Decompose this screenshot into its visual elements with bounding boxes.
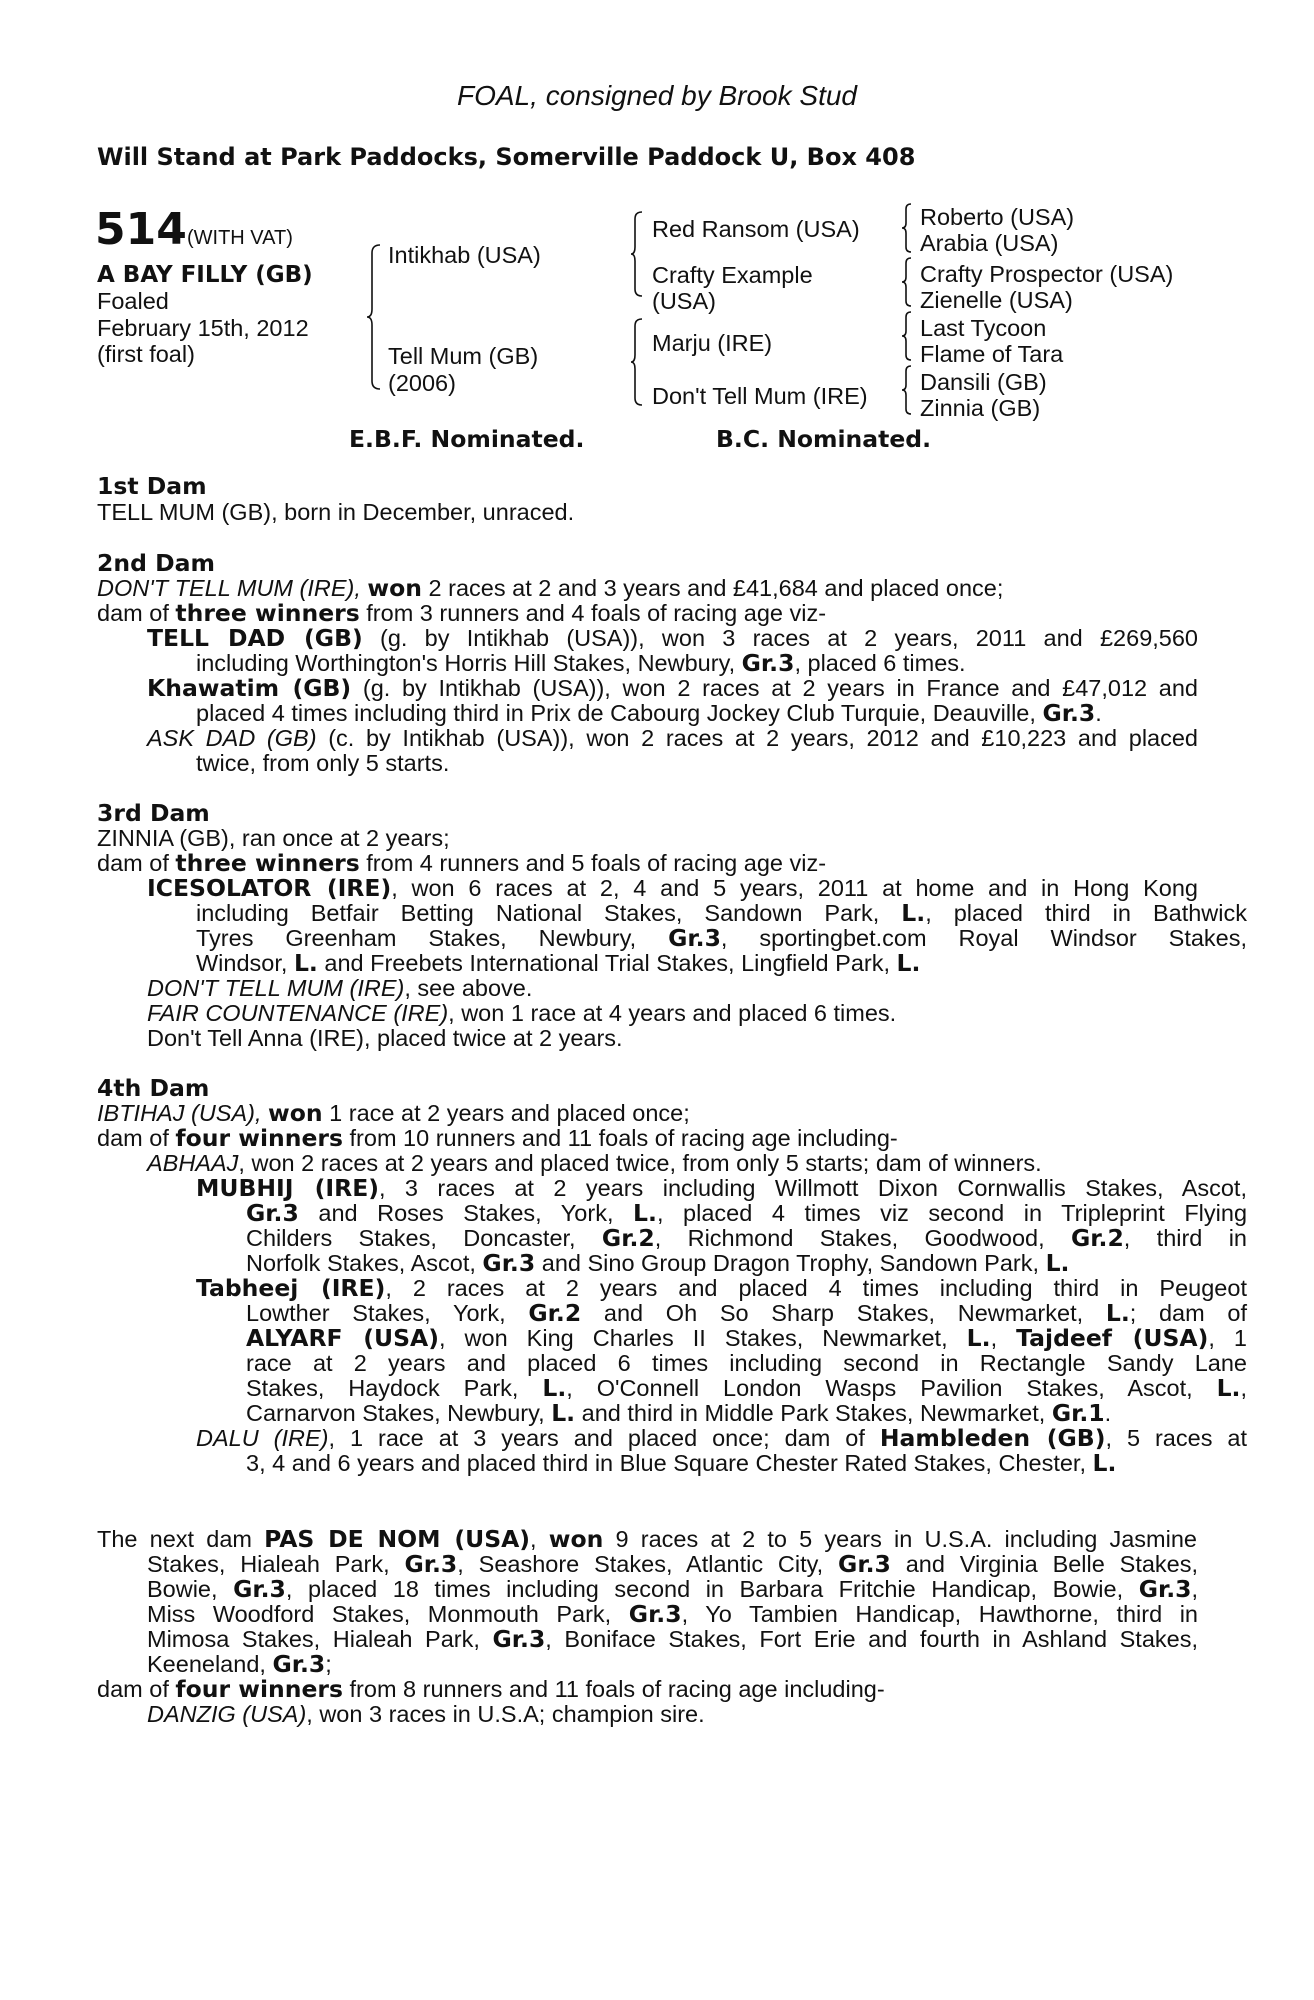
pedigree-brace-g3 (901, 311, 913, 361)
fourth-dam-line-2: dam of four winners from 10 runners and 11 foals of racing age including- (97, 1124, 898, 1152)
pedigree-g2: Arabia (USA) (920, 230, 1059, 256)
fourth-dam-line-8: Tabheej (IRE), 2 races at 2 years and placed 4 times including third in Peugeot (196, 1274, 1247, 1302)
vat-note: (WITH VAT) (187, 227, 293, 249)
fourth-dam-line-1: IBTIHAJ (USA), won 1 race at 2 years and placed once; (97, 1099, 690, 1127)
pedigree-brace-dam (630, 318, 644, 406)
next-dam-line-5: Mimosa Stakes, Hialeah Park, Gr.3, Boniface Stakes, Fort Erie and fourth in Ashland Stakes, (147, 1625, 1198, 1653)
pedigree-brace-g2 (901, 257, 913, 307)
pedigree-dam-year: (2006) (388, 370, 456, 396)
next-dam-line-4: Miss Woodford Stakes, Monmouth Park, Gr.3, Yo Tambien Handicap, Hawthorne, third in (147, 1600, 1199, 1628)
sale-location: Will Stand at Park Paddocks, Somerville Paddock U, Box 408 (97, 143, 916, 171)
first-dam-text: TELL MUM (GB), born in December, unraced. (97, 499, 575, 525)
second-dam-line-8: twice, from only 5 starts. (196, 750, 450, 776)
fourth-dam-line-10: ALYARF (USA), won King Charles II Stakes, Newmarket, L., Tajdeef (USA), 1 (246, 1324, 1247, 1352)
pedigree-g8: Zinnia (GB) (920, 395, 1041, 421)
pedigree-g5: Last Tycoon (920, 315, 1047, 341)
fourth-dam-line-11: race at 2 years and placed 6 times including second in Rectangle Sandy Lane (246, 1350, 1247, 1376)
fourth-dam-line-3: ABHAAJ, won 2 races at 2 years and placed twice, from only 5 starts; dam of winners. (147, 1150, 1042, 1176)
next-dam-line-2: Stakes, Hialeah Park, Gr.3, Seashore Stakes, Atlantic City, Gr.3 and Virginia Belle Stakes, (147, 1550, 1199, 1578)
pedigree-g7: Dansili (GB) (920, 369, 1047, 395)
first-foal-note: (first foal) (97, 341, 195, 367)
pedigree-dam-dam: Don't Tell Mum (IRE) (652, 383, 868, 409)
third-dam-line-7: DON'T TELL MUM (IRE), see above. (147, 975, 533, 1001)
first-dam-heading: 1st Dam (97, 472, 207, 500)
fourth-dam-line-9: Lowther Stakes, York, Gr.2 and Oh So Sharp Stakes, Newmarket, L.; dam of (246, 1299, 1247, 1327)
foaled-date: February 15th, 2012 (97, 315, 309, 341)
fourth-dam-line-15: 3, 4 and 6 years and placed third in Blue Square Chester Rated Stakes, Chester, L. (246, 1449, 1117, 1477)
third-dam-line-2: dam of three winners from 4 runners and 5 foals of racing age viz- (97, 849, 827, 877)
second-dam-line-3: TELL DAD (GB) (g. by Intikhab (USA)), won 3 races at 2 years, 2011 and £269,560 (147, 624, 1199, 652)
second-dam-line-2: dam of three winners from 3 runners and 4 foals of racing age viz- (97, 599, 827, 627)
pedigree-brace-g4 (901, 365, 913, 415)
page-title: FOAL, consigned by Brook Stud (457, 80, 857, 111)
foaled-label: Foaled (97, 288, 169, 314)
next-dam-line-3: Bowie, Gr.3, placed 18 times including second in Barbara Fritchie Handicap, Bowie, Gr.3, (147, 1575, 1199, 1603)
third-dam-line-9: Don't Tell Anna (IRE), placed twice at 2 years. (147, 1025, 623, 1051)
pedigree-g3: Crafty Prospector (USA) (920, 261, 1174, 287)
second-dam-line-5: Khawatim (GB) (g. by Intikhab (USA)), won 2 races at 2 years in France and £47,012 and (147, 674, 1198, 702)
next-dam-line-1: The next dam PAS DE NOM (USA), won 9 races at 2 to 5 years in U.S.A. including Jasmine (97, 1525, 1197, 1553)
second-dam-line-7: ASK DAD (GB) (c. by Intikhab (USA)), won 2 races at 2 years, 2012 and £10,223 and placed (147, 725, 1198, 751)
pedigree-brace-g1 (901, 203, 913, 253)
lot-name: A BAY FILLY (GB) (97, 262, 313, 288)
lot-number: 514 (95, 204, 187, 255)
third-dam-line-5: Tyres Greenham Stakes, Newbury, Gr.3, sportingbet.com Royal Windsor Stakes, (196, 924, 1248, 952)
third-dam-line-3: ICESOLATOR (IRE), won 6 races at 2, 4 and 5 years, 2011 at home and in Hong Kong (147, 874, 1198, 902)
pedigree-brace-main (366, 244, 382, 390)
next-dam-line-8: DANZIG (USA), won 3 races in U.S.A; champion sire. (147, 1701, 705, 1727)
third-dam-line-4: including Betfair Betting National Stakes, Sandown Park, L., placed third in Bathwick (196, 899, 1248, 927)
fourth-dam-line-6: Childers Stakes, Doncaster, Gr.2, Richmond Stakes, Goodwood, Gr.2, third in (246, 1224, 1248, 1252)
second-dam-heading: 2nd Dam (97, 549, 215, 577)
pedigree-dam-sire: Marju (IRE) (652, 330, 773, 356)
fourth-dam-line-13: Carnarvon Stakes, Newbury, L. and third in Middle Park Stakes, Newmarket, Gr.1. (246, 1399, 1112, 1427)
pedigree-brace-sire (630, 211, 644, 297)
pedigree-sire-sire: Red Ransom (USA) (652, 216, 860, 242)
second-dam-line-4: including Worthington's Horris Hill Stakes, Newbury, Gr.3, placed 6 times. (196, 649, 966, 677)
fourth-dam-line-12: Stakes, Haydock Park, L., O'Connell London Wasps Pavilion Stakes, Ascot, L., (246, 1374, 1248, 1402)
fourth-dam-heading: 4th Dam (97, 1074, 210, 1102)
pedigree-sire: Intikhab (USA) (388, 242, 541, 268)
next-dam-line-6: Keeneland, Gr.3; (147, 1650, 332, 1678)
pedigree-sire-dam-2: (USA) (652, 288, 716, 314)
fourth-dam-line-14: DALU (IRE), 1 race at 3 years and placed once; dam of Hambleden (GB), 5 races at (196, 1424, 1248, 1452)
fourth-dam-line-7: Norfolk Stakes, Ascot, Gr.3 and Sino Group Dragon Trophy, Sandown Park, L. (246, 1249, 1070, 1277)
fourth-dam-line-5: Gr.3 and Roses Stakes, York, L., placed 4 times viz second in Tripleprint Flying (246, 1199, 1248, 1227)
next-dam-line-7: dam of four winners from 8 runners and 11 foals of racing age including- (97, 1675, 885, 1703)
pedigree-g6: Flame of Tara (920, 341, 1064, 367)
second-dam-line-6: placed 4 times including third in Prix de Cabourg Jockey Club Turquie, Deauville, Gr.3. (196, 699, 1102, 727)
third-dam-heading: 3rd Dam (97, 799, 210, 827)
third-dam-line-1: ZINNIA (GB), ran once at 2 years; (97, 825, 450, 851)
pedigree-dam: Tell Mum (GB) (388, 343, 539, 369)
fourth-dam-line-4: MUBHIJ (IRE), 3 races at 2 years including Willmott Dixon Cornwallis Stakes, Ascot, (196, 1174, 1247, 1202)
pedigree-g1: Roberto (USA) (920, 204, 1075, 230)
ebf-nominated: E.B.F. Nominated. (349, 425, 585, 453)
second-dam-line-1: DON'T TELL MUM (IRE), won 2 races at 2 and 3 years and £41,684 and placed once; (97, 574, 1004, 602)
pedigree-g4: Zienelle (USA) (920, 287, 1073, 313)
bc-nominated: B.C. Nominated. (716, 425, 932, 453)
pedigree-sire-dam: Crafty Example (652, 262, 813, 288)
third-dam-line-6: Windsor, L. and Freebets International Trial Stakes, Lingfield Park, L. (196, 949, 921, 977)
third-dam-line-8: FAIR COUNTENANCE (IRE), won 1 race at 4 years and placed 6 times. (147, 1000, 897, 1026)
